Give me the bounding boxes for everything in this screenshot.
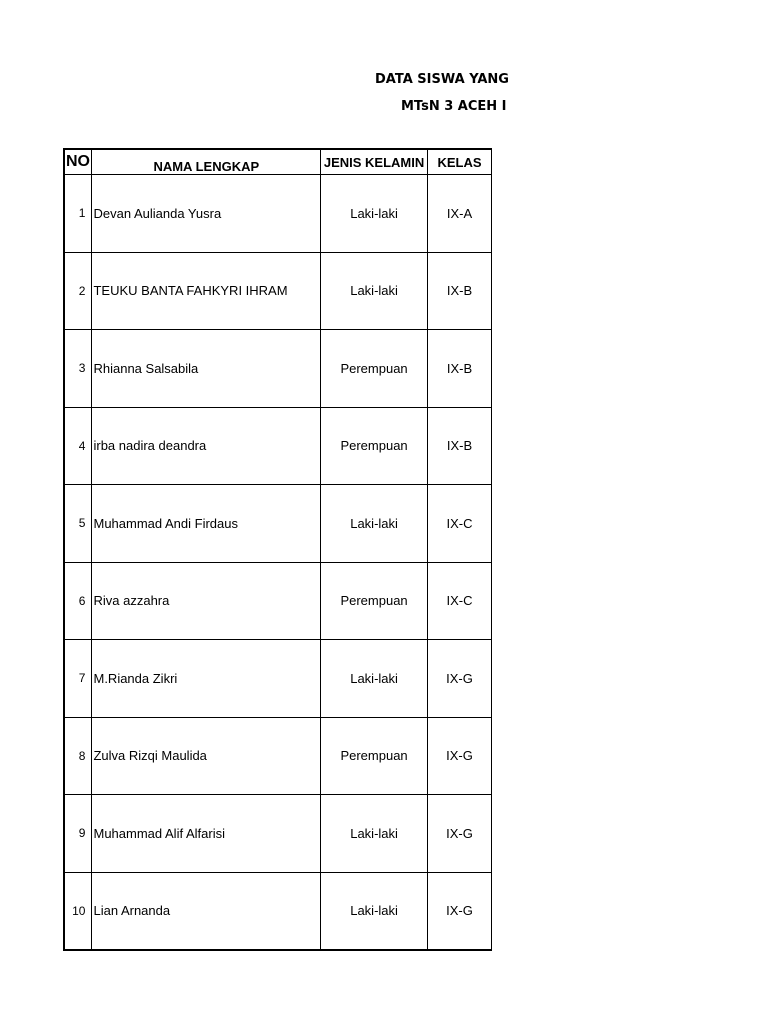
cell-no: 9 xyxy=(64,795,92,873)
cell-jenis-kelamin: Laki-laki xyxy=(321,485,428,563)
cell-jenis-kelamin: Laki-laki xyxy=(321,795,428,873)
cell-kelas: IX-A xyxy=(428,175,492,253)
table-row xyxy=(64,175,492,253)
table-row xyxy=(64,872,492,950)
cell-nama-lengkap: Zulva Rizqi Maulida xyxy=(92,717,321,795)
cell-jenis-kelamin: Perempuan xyxy=(321,717,428,795)
cell-jenis-kelamin: Laki-laki xyxy=(321,175,428,253)
table-row xyxy=(64,640,492,718)
cell-kelas: IX-G xyxy=(428,872,492,950)
document-title: DATA SISWA YANG xyxy=(375,72,509,87)
cell-jenis-kelamin: Laki-laki xyxy=(321,252,428,330)
cell-jenis-kelamin: Laki-laki xyxy=(321,872,428,950)
header-no: NO xyxy=(64,149,92,175)
table-row xyxy=(64,717,492,795)
cell-jenis-kelamin: Perempuan xyxy=(321,407,428,485)
cell-nama-lengkap: Lian Arnanda xyxy=(92,872,321,950)
document-subtitle: MTsN 3 ACEH I xyxy=(401,99,507,114)
table-row xyxy=(64,562,492,640)
cell-nama-lengkap: TEUKU BANTA FAHKYRI IHRAM xyxy=(92,252,321,330)
cell-jenis-kelamin: Laki-laki xyxy=(321,640,428,718)
cell-nama-lengkap: M.Rianda Zikri xyxy=(92,640,321,718)
cell-no: 7 xyxy=(64,640,92,718)
cell-nama-lengkap: Devan Aulianda Yusra xyxy=(92,175,321,253)
cell-nama-lengkap: Rhianna Salsabila xyxy=(92,330,321,408)
cell-no: 6 xyxy=(64,562,92,640)
cell-jenis-kelamin: Perempuan xyxy=(321,562,428,640)
cell-nama-lengkap: Muhammad Alif Alfarisi xyxy=(92,795,321,873)
cell-kelas: IX-B xyxy=(428,330,492,408)
cell-kelas: IX-C xyxy=(428,562,492,640)
table-row xyxy=(64,795,492,873)
cell-no: 5 xyxy=(64,485,92,563)
cell-no: 4 xyxy=(64,407,92,485)
table-header-row xyxy=(64,149,492,175)
cell-no: 3 xyxy=(64,330,92,408)
cell-kelas: IX-G xyxy=(428,795,492,873)
cell-kelas: IX-B xyxy=(428,252,492,330)
table-row xyxy=(64,252,492,330)
cell-nama-lengkap: Riva azzahra xyxy=(92,562,321,640)
cell-no: 2 xyxy=(64,252,92,330)
cell-nama-lengkap: irba nadira deandra xyxy=(92,407,321,485)
cell-kelas: IX-B xyxy=(428,407,492,485)
header-kelas: KELAS xyxy=(428,149,492,175)
cell-kelas: IX-G xyxy=(428,640,492,718)
table-body xyxy=(64,175,492,951)
student-table xyxy=(63,148,492,951)
header-nama-lengkap: NAMA LENGKAP xyxy=(92,149,321,175)
cell-nama-lengkap: Muhammad Andi Firdaus xyxy=(92,485,321,563)
table-row xyxy=(64,330,492,408)
cell-no: 8 xyxy=(64,717,92,795)
header-jenis-kelamin: JENIS KELAMIN xyxy=(321,149,428,175)
cell-jenis-kelamin: Perempuan xyxy=(321,330,428,408)
cell-no: 10 xyxy=(64,872,92,950)
table-row xyxy=(64,485,492,563)
cell-no: 1 xyxy=(64,175,92,253)
cell-kelas: IX-C xyxy=(428,485,492,563)
table-row xyxy=(64,407,492,485)
cell-kelas: IX-G xyxy=(428,717,492,795)
